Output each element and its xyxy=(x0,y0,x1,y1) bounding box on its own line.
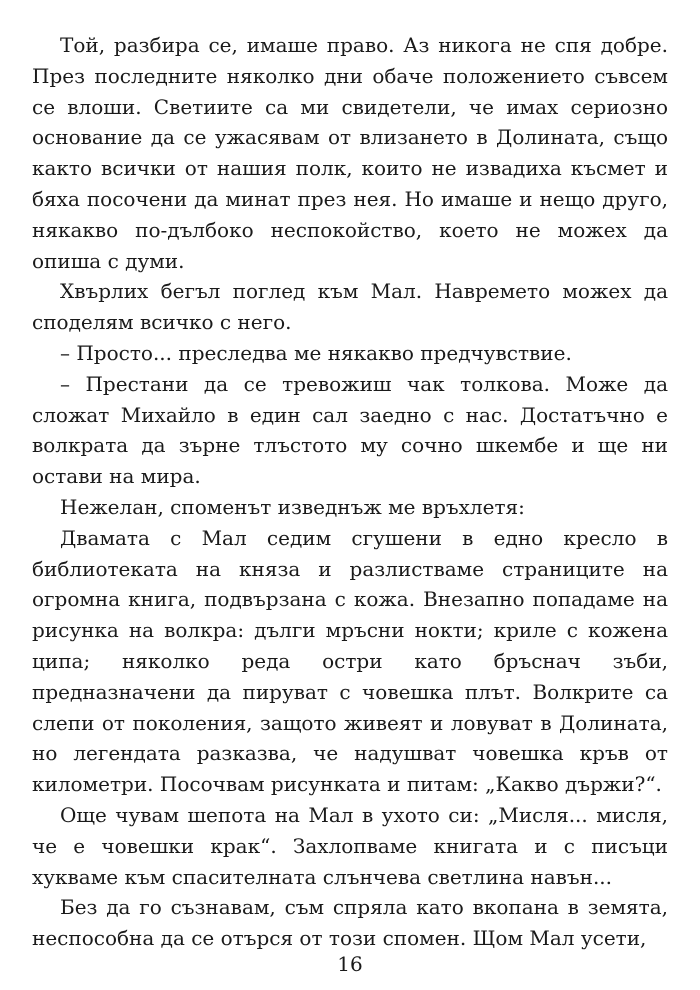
paragraph-4: – Престани да се тревожиш чак толкова. Може да сложат Михайло в един сал заедно с нас. Достатъчно е волкрата да зърне тлъстото му сочно шкембе и ще ни остави на мира. xyxy=(32,371,668,489)
paragraph-3: – Просто... преследва ме някакво предчувствие. xyxy=(60,340,572,365)
paragraph-8: Без да го съзнавам, съм спряла като вкопана в земята, неспособна да се отърся от този спомен. Щом Мал усети, xyxy=(32,895,668,951)
paragraph-5: Нежелан, споменът изведнъж ме връхлетя: xyxy=(60,494,525,519)
body-text xyxy=(32,30,668,954)
paragraph-1: Той, разбира се, имаше право. Аз никога не спя добре. През последните няколко дни обаче положението съвсем се влоши. Светиите са ми свидетели, че имах сериозно основание да се ужасявам от влизането в Долината, също както всички от нашия полк, които не извадиха късмет и бяха посочени да минат през нея. Но имаше и нещо друго, някакво по-дълбоко неспокойство, което не можех да опиша с думи. xyxy=(32,33,668,273)
paragraph-7: Още чувам шепота на Мал в ухото си: „Мисля... мисля, че е човешки крак“. Захлопваме книгата и с писъци хукваме към спасителната слънчева светлина навън... xyxy=(32,802,668,889)
paragraph-2: Хвърлих бегъл поглед към Мал. Навремето можех да споделям всичко с него. xyxy=(32,279,668,335)
paragraph-6: Двамата с Мал седим сгушени в едно кресло в библиотеката на княза и разлистваме страниците на огромна книга, подвързана с кожа. Внезапно попадаме на рисунка на волкра: дълги мръсни нокти; криле с кожена ципа; няколко реда остри като бръснач зъби, предназначени да пируват с човешка плът. Волкрите са слепи от поколения, защото живеят и ловуват в Долината, но легендата разказва, че надушват човешка кръв от километри. Посочвам рисунката и питам: „Какво държи?“. xyxy=(32,525,668,797)
page-number: 16 xyxy=(337,952,363,976)
